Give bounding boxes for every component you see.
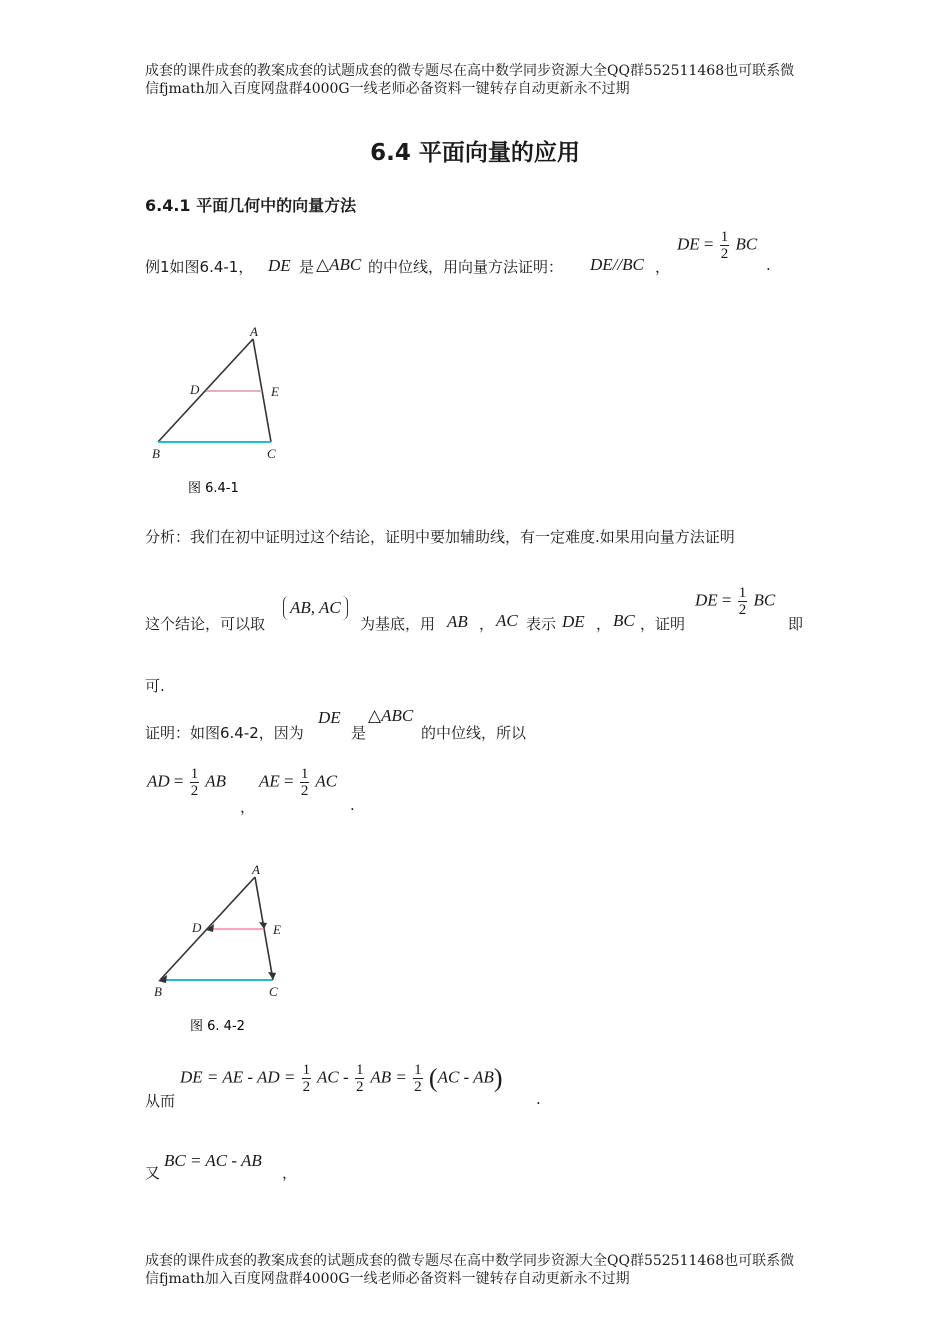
header-line-1: 成套的课件成套的教案成套的试题成套的微专题尽在高中数学同步资源大全QQ群552511468也可联系微 bbox=[145, 63, 795, 79]
proof-frac2-den: 2 bbox=[300, 783, 309, 799]
example-eq-sign: = bbox=[703, 234, 714, 254]
fig1-label-e: E bbox=[271, 384, 279, 399]
fig2-arrow-e bbox=[259, 922, 267, 929]
again-expression: BC = AC - AB bbox=[164, 1151, 262, 1170]
again-comma: ， bbox=[282, 1164, 298, 1182]
derive-frac2-den: 2 bbox=[355, 1079, 364, 1095]
proof-ac: AC bbox=[315, 771, 338, 791]
analysis-line-2b: 为基底，用 bbox=[360, 615, 436, 633]
fig2-label-e: E bbox=[273, 922, 281, 937]
section-subtitle: 6.4.1 平面几何中的向量方法 bbox=[145, 196, 357, 215]
derive-period: . bbox=[536, 1090, 541, 1108]
analysis-line-3: 可. bbox=[145, 677, 165, 695]
derive-frac1-num: 1 bbox=[302, 1062, 311, 1078]
proof-eq-sign-2: = bbox=[284, 771, 294, 791]
example-period: . bbox=[766, 256, 771, 274]
proof-frac1-den: 2 bbox=[190, 783, 199, 799]
proof-ab: AB bbox=[205, 771, 226, 791]
analysis-equation bbox=[695, 585, 775, 618]
proof-period: . bbox=[350, 796, 355, 814]
derive-paren-close: ) bbox=[493, 1063, 503, 1093]
analysis-eq-rhs: BC bbox=[753, 590, 776, 610]
example-frac-num: 1 bbox=[720, 229, 729, 245]
proof-de: DE bbox=[318, 708, 341, 727]
analysis-eq-lhs: DE bbox=[695, 590, 718, 610]
fig2-label-a: A bbox=[252, 862, 260, 877]
analysis-comma-1: ， bbox=[479, 615, 495, 633]
analysis-ac: AC bbox=[496, 611, 518, 630]
proof-frac2-num: 1 bbox=[300, 766, 309, 782]
example-equation bbox=[677, 229, 757, 262]
proof-midline: 的中位线，所以 bbox=[421, 724, 527, 742]
fig1-label-d: D bbox=[190, 382, 200, 397]
fig1-label-c: C bbox=[267, 446, 276, 461]
derive-ae-ad: = AE - AD = bbox=[206, 1067, 296, 1087]
analysis-ab: AB bbox=[447, 612, 468, 631]
example-midline: 的中位线，用向量方法证明： bbox=[368, 258, 564, 276]
example-triangle: △ABC bbox=[316, 255, 362, 274]
fig2-label-d: D bbox=[192, 920, 202, 935]
derive-term-ab: AB = bbox=[370, 1067, 407, 1087]
derive-frac1-den: 2 bbox=[302, 1079, 311, 1095]
proof-ae: AE bbox=[259, 771, 280, 791]
analysis-basis: AB, AC bbox=[283, 596, 348, 620]
fig1-caption: 图 6.4-1 bbox=[188, 481, 239, 496]
analysis-prove: ，证明 bbox=[640, 615, 686, 633]
example-prefix: 例1如图6.4-1， bbox=[145, 258, 254, 276]
example-is: 是 bbox=[299, 258, 315, 276]
analysis-line-2a: 这个结论，可以取 bbox=[145, 615, 266, 633]
example-fraction bbox=[720, 229, 730, 262]
example-parallel: DE//BC bbox=[590, 255, 644, 274]
fig2-label-b: B bbox=[154, 984, 162, 999]
derive-prefix: 从而 bbox=[145, 1092, 176, 1110]
fig1-label-a: A bbox=[250, 324, 258, 339]
analysis-ji: 即 bbox=[788, 615, 804, 633]
analysis-frac-den: 2 bbox=[738, 602, 747, 618]
derive-fraction-2 bbox=[355, 1062, 365, 1095]
header-line-2: 信fjmath加入百度网盘群4000G一线老师必备资料一键转存自动更新永不过期 bbox=[145, 81, 630, 97]
page-title: 6.4 平面向量的应用 bbox=[370, 140, 580, 166]
footer-line-2: 信fjmath加入百度网盘群4000G一线老师必备资料一键转存自动更新永不过期 bbox=[145, 1271, 630, 1287]
proof-ad: AD bbox=[147, 771, 170, 791]
analysis-de: DE bbox=[562, 612, 585, 631]
footer-line-1: 成套的课件成套的教案成套的试题成套的微专题尽在高中数学同步资源大全QQ群552511468也可联系微 bbox=[145, 1253, 795, 1269]
example-eq-lhs: DE bbox=[677, 234, 700, 254]
example-de: DE bbox=[268, 256, 291, 275]
proof-is: 是 bbox=[351, 724, 367, 742]
derive-fraction-3 bbox=[413, 1062, 423, 1095]
proof-triangle: △ABC bbox=[368, 706, 414, 725]
proof-frac1-num: 1 bbox=[190, 766, 199, 782]
analysis-represent: 表示 bbox=[526, 615, 557, 633]
derive-term-ac: AC - bbox=[317, 1067, 349, 1087]
example-frac-den: 2 bbox=[720, 246, 729, 262]
analysis-bc: BC bbox=[613, 611, 635, 630]
derive-frac2-num: 1 bbox=[355, 1062, 364, 1078]
derive-fraction-1 bbox=[302, 1062, 312, 1095]
proof-equation-ae bbox=[259, 766, 337, 799]
proof-equation-ad bbox=[147, 766, 226, 799]
analysis-eq-sign: = bbox=[721, 590, 732, 610]
proof-eq-sign-1: = bbox=[173, 771, 184, 791]
proof-line-1a: 证明：如图6.4-2，因为 bbox=[145, 724, 304, 742]
fig2-label-c: C bbox=[269, 984, 278, 999]
derive-de: DE bbox=[180, 1067, 203, 1087]
proof-comma: ， bbox=[240, 798, 256, 816]
proof-fraction-1 bbox=[190, 766, 200, 799]
analysis-fraction bbox=[738, 585, 748, 618]
derive-paren-open: ( bbox=[428, 1063, 438, 1093]
analysis-frac-num: 1 bbox=[738, 585, 747, 601]
derive-frac3-den: 2 bbox=[414, 1079, 422, 1095]
fig2-caption: 图 6. 4-2 bbox=[190, 1019, 245, 1034]
example-eq-rhs: BC bbox=[735, 234, 758, 254]
example-comma: ， bbox=[655, 258, 671, 276]
analysis-comma-2: ， bbox=[596, 615, 612, 633]
proof-fraction-2 bbox=[300, 766, 310, 799]
figure-6-4-2 bbox=[140, 860, 300, 1040]
fig1-label-b: B bbox=[152, 446, 160, 461]
derive-inner: AC - AB bbox=[437, 1067, 494, 1087]
again-prefix: 又 bbox=[145, 1164, 161, 1182]
analysis-line-1: 分析：我们在初中证明过这个结论，证明中要加辅助线，有一定难度.如果用向量方法证明 bbox=[145, 528, 735, 546]
figure-6-4-1 bbox=[140, 322, 300, 502]
derive-frac3-num: 1 bbox=[414, 1062, 422, 1078]
derive-equation bbox=[180, 1062, 503, 1095]
